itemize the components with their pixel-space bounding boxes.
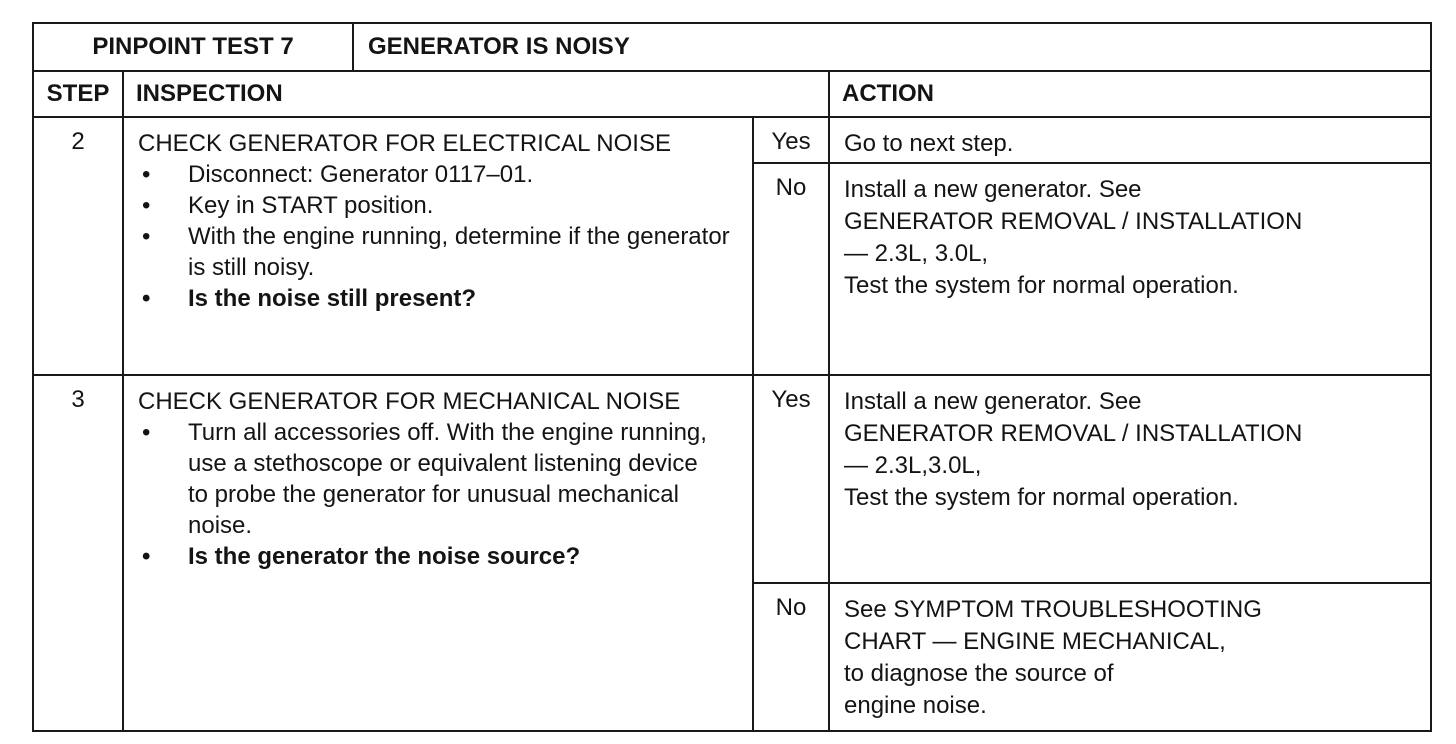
action-line: Test the system for normal operation. <box>844 484 1239 511</box>
no-label: No <box>753 583 829 731</box>
step-number: 3 <box>33 375 123 731</box>
test-number: PINPOINT TEST 7 <box>34 24 354 70</box>
inspection-cell <box>123 375 753 731</box>
inspection-bullets <box>138 159 740 314</box>
inspection-title: CHECK GENERATOR FOR ELECTRICAL NOISE <box>138 130 671 157</box>
yes-label: Yes <box>753 375 829 583</box>
inspection-question: • Is the generator the noise source? <box>138 541 740 572</box>
action-line: Install a new generator. See <box>844 388 1142 415</box>
action-line: CHART — ENGINE MECHANICAL, <box>844 628 1226 655</box>
action-line: Install a new generator. See <box>844 176 1142 203</box>
action-column-header: ACTION <box>829 71 1431 117</box>
no-label: No <box>753 163 829 375</box>
inspection-bullets <box>138 417 740 572</box>
no-action <box>829 583 1431 731</box>
no-action <box>829 163 1431 375</box>
action-line: engine noise. <box>844 692 987 719</box>
test-title: GENERATOR IS NOISY <box>368 33 630 60</box>
test-header <box>33 23 1431 71</box>
step-column-header: STEP <box>33 71 123 117</box>
step-row <box>33 117 1431 163</box>
inspection-cell <box>123 117 753 375</box>
inspection-bullet: • Disconnect: Generator 0117–01. <box>138 159 740 190</box>
pinpoint-test-table <box>32 22 1432 732</box>
yes-action: Go to next step. <box>829 117 1431 163</box>
inspection-bullet: • Turn all accessories off. With the engine running, use a stethoscope or equivalent listening device to probe the generator for unusual mechanical noise. <box>138 417 708 541</box>
action-line: Test the system for normal operation. <box>844 272 1239 299</box>
action-line: GENERATOR REMOVAL / INSTALLATION <box>844 420 1303 447</box>
inspection-column-header: INSPECTION <box>123 71 829 117</box>
inspection-bullet: • Key in START position. <box>138 190 740 221</box>
inspection-question: • Is the noise still present? <box>138 283 740 314</box>
action-line: — 2.3L, 3.0L, <box>844 240 989 267</box>
inspection-bullet: • With the engine running, determine if the generator is still noisy. <box>138 221 740 283</box>
step-number: 2 <box>33 117 123 375</box>
yes-action <box>829 375 1431 583</box>
yes-label: Yes <box>753 117 829 163</box>
step-row <box>33 375 1431 583</box>
pinpoint-test-page <box>32 22 1430 730</box>
action-line: See SYMPTOM TROUBLESHOOTING <box>844 596 1262 623</box>
action-line: — 2.3L,3.0L, <box>844 452 982 479</box>
action-line: GENERATOR REMOVAL / INSTALLATION <box>844 208 1303 235</box>
action-line: to diagnose the source of <box>844 660 1114 687</box>
inspection-title: CHECK GENERATOR FOR MECHANICAL NOISE <box>138 388 681 415</box>
